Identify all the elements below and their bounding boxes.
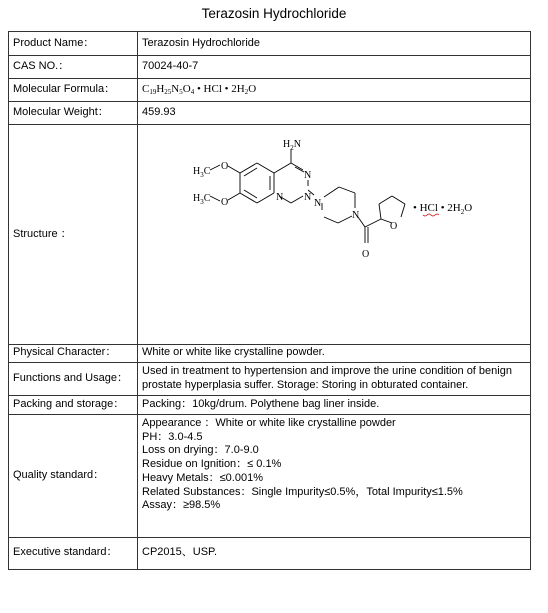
svg-text:N: N xyxy=(352,210,360,221)
value-packing-storage: Packing：10kg/drum. Polythene bag liner inside. xyxy=(138,395,531,414)
value-structure xyxy=(138,125,531,345)
row-quality-standard xyxy=(9,414,531,537)
quality-line: PH：3.0-4.5 xyxy=(142,430,203,443)
svg-text:O: O xyxy=(221,161,229,172)
document-title: Terazosin Hydrochloride xyxy=(201,6,347,21)
label-packing-storage: Packing and storage： xyxy=(9,395,138,414)
label-physical-character: Physical Character： xyxy=(9,344,138,362)
specification-table xyxy=(8,31,531,570)
structure-diagram xyxy=(138,125,528,339)
svg-text:N: N xyxy=(304,192,312,203)
salt-label: • HCl • $2H_2O$ xyxy=(413,202,473,216)
label-quality-standard: Quality standard： xyxy=(9,414,138,537)
row-cas-no xyxy=(9,56,531,79)
svg-text:H2N: $H_2N$ xyxy=(283,139,301,152)
label-molecular-formula: Molecular Formula： xyxy=(9,79,138,102)
label-molecular-weight: Molecular Weight： xyxy=(9,102,138,125)
label-functions-usage: Functions and Usage： xyxy=(9,362,138,395)
row-functions-usage xyxy=(9,362,531,395)
label-cas-no: CAS NO.： xyxy=(9,56,138,79)
value-product-name: Terazosin Hydrochloride xyxy=(138,32,531,56)
row-physical-character xyxy=(9,344,531,362)
label-executive-standard: Executive standard： xyxy=(9,537,138,569)
svg-text:N: N xyxy=(304,170,312,181)
label-structure: Structure ： xyxy=(9,125,138,345)
svg-text:O: O xyxy=(390,221,398,232)
quality-line: Related Substances：Single Impurity≤0.5%，Total Impurity≤1.5% xyxy=(142,485,463,498)
value-molecular-formula: $C_{19}H_{25}N_5O_4$ • HCl • $2H_2O$ xyxy=(138,79,531,102)
svg-text:H3C: $H_3C$ xyxy=(193,166,211,179)
svg-text:O: O xyxy=(221,197,229,208)
value-cas-no: 70024-40-7 xyxy=(138,56,531,79)
value-functions-usage: Used in treatment to hypertension and improve the urine condition of benign prostate hyperplasia suffer. Storage: Storing in obturated container. xyxy=(138,362,531,395)
row-packing-storage xyxy=(9,395,531,414)
row-molecular-weight xyxy=(9,102,531,125)
row-structure xyxy=(9,125,531,345)
label-product-name: Product Name： xyxy=(9,32,138,56)
spellcheck-underline xyxy=(423,214,439,216)
quality-line: Appearance ：White or white like crystalline powder xyxy=(142,416,396,429)
value-molecular-weight: 459.93 xyxy=(138,102,531,125)
row-molecular-formula xyxy=(9,79,531,102)
value-quality-standard xyxy=(138,414,531,537)
value-physical-character: White or white like crystalline powder. xyxy=(138,344,531,362)
quality-line: Residue on Ignition：≤ 0.1% xyxy=(142,458,282,470)
svg-text:N: N xyxy=(314,198,322,209)
svg-text:O: O xyxy=(362,249,370,260)
row-executive-standard xyxy=(9,537,531,569)
value-executive-standard: CP2015、USP. xyxy=(138,537,531,569)
row-product-name xyxy=(9,32,531,56)
svg-text:H3C: $H_3C$ xyxy=(193,193,211,206)
quality-line: Assay：≥98.5% xyxy=(142,499,221,512)
quality-line: Heavy Metals：≤0.001% xyxy=(142,471,263,484)
quality-line: Loss on drying：7.0-9.0 xyxy=(142,444,259,457)
svg-text:N: N xyxy=(276,192,284,203)
